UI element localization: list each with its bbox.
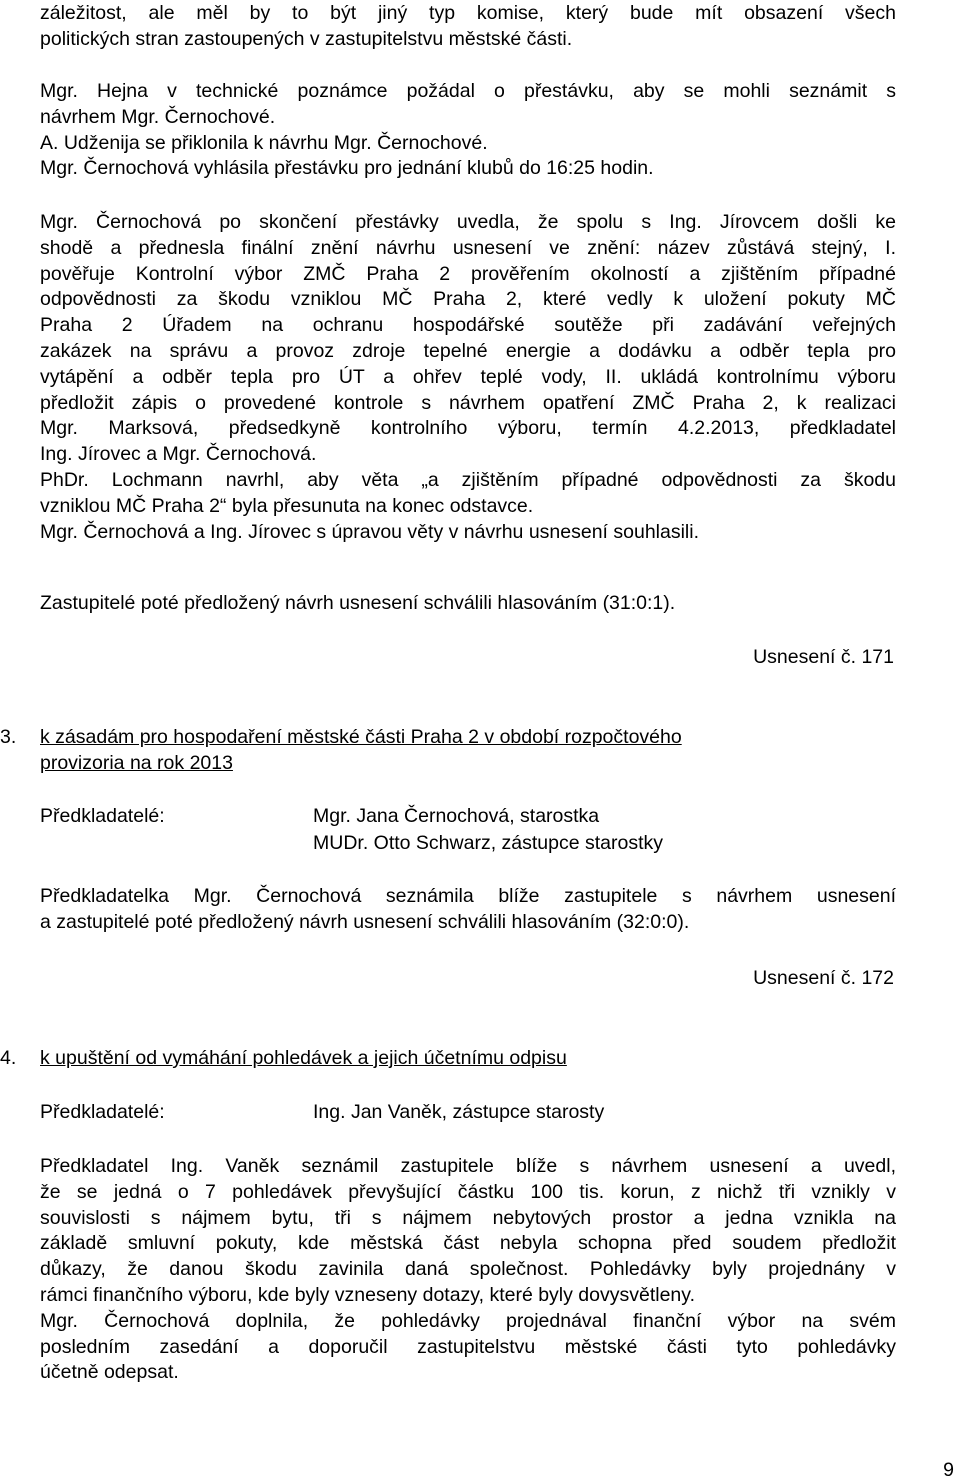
- paragraph-final-proposal: [40, 210, 896, 545]
- presenter-name: Ing. Jan Vaněk, zástupce starosty: [313, 1101, 605, 1123]
- text-line: odpovědnosti za škodu vzniklou MČ Praha 2, které vedly k uložení pokuty MČ: [40, 288, 896, 311]
- agenda-item-title: k zásadám pro hospodaření městské části Praha 2 v období rozpočtového: [40, 726, 682, 748]
- text-line: Předkladatel Ing. Vaněk seznámil zastupitele blíže s návrhem usnesení a uvedl,: [40, 1155, 896, 1177]
- text-line: důkazy, že danou škodu zavinila daná společnost. Pohledávky byly projednány v: [40, 1258, 896, 1281]
- text-line: předložit zápis o provedené kontrole s návrhem opatření ZMČ Praha 2, k realizaci: [40, 391, 896, 414]
- presenters-label: Předkladatelé:: [40, 1101, 165, 1123]
- presenter-name: Mgr. Jana Černochová, starostka: [313, 805, 600, 827]
- text-line: posledním zasedání a doporučil zastupitelstvu městské části tyto pohledávky: [40, 1335, 896, 1358]
- text-line: účetně odepsat.: [40, 1361, 179, 1384]
- text-line: Mgr. Černochová vyhlásila přestávku pro jednání klubů do 16:25 hodin.: [40, 157, 654, 180]
- text-line: A. Udženija se přiklonila k návrhu Mgr. Černochové.: [40, 131, 488, 154]
- text-line: Mgr. Marksová, předsedkyně kontrolního výboru, termín 4.2.2013, předkladatel: [40, 417, 896, 440]
- resolution-number: Usnesení č. 172: [753, 967, 894, 989]
- text-line: souvislosti s nájmem bytu, tři s nájmem nebytových prostor a jedna vznikla na: [40, 1206, 896, 1229]
- presenter-name: MUDr. Otto Schwarz, zástupce starostky: [313, 832, 664, 854]
- text-line: Praha 2 Úřadem na ochranu hospodářské soutěže při zadávání veřejných: [40, 314, 896, 337]
- text-line: zakázek na správu a provoz zdroje tepelné energie a dodávku a odběr tepla pro: [40, 339, 896, 362]
- resolution-number: Usnesení č. 171: [753, 646, 894, 668]
- text-line: Mgr. Hejna v technické poznámce požádal o přestávku, aby se mohli seznámit s: [40, 80, 896, 102]
- text-line: vzniklou MČ Praha 2“ byla přesunuta na konec odstavce.: [40, 494, 534, 517]
- presenters-label: Předkladatelé:: [40, 805, 165, 827]
- paragraph-commission: [40, 1, 896, 53]
- text-line: politických stran zastoupených v zastupitelstvu městské části.: [40, 27, 573, 50]
- text-line: že se jedná o 7 pohledávek převyšující částku 100 tis. korun, z nichž tři vznikly v: [40, 1180, 896, 1203]
- agenda-item-title: k upuštění od vymáhání pohledávek a jejich účetnímu odpisu: [40, 1047, 567, 1069]
- text-line: vytápění a odběr tepla pro ÚT a ohřev teplé vody, II. ukládá kontrolnímu výboru: [40, 365, 896, 388]
- text-line: záležitost, ale měl by to být jiný typ komise, který bude mít obsazení všech: [40, 2, 896, 24]
- text-line: a zastupitelé poté předložený návrh usnesení schválili hlasováním (32:0:0).: [40, 910, 690, 933]
- page-number: 9: [943, 1459, 954, 1481]
- text-line: rámci finančního výboru, kde byly vzneseny dotazy, které byly dovysvětleny.: [40, 1283, 696, 1306]
- agenda-item-number: 4.: [0, 1047, 17, 1069]
- text-line: pověřuje Kontrolní výbor ZMČ Praha 2 prověřením okolností a zjištěním případné: [40, 262, 896, 285]
- text-line: základě smluvní pokuty, kde městská část nebyla schopna před soudem předložit: [40, 1232, 896, 1255]
- text-line: shodě a přednesla finální znění návrhu usnesení ve znění: název zůstává stejný, I.: [40, 236, 896, 259]
- text-line: Předkladatelka Mgr. Černochová seznámila blíže zastupitele s návrhem usnesení: [40, 885, 896, 907]
- text-line: návrhem Mgr. Černochové.: [40, 105, 276, 128]
- text-line: Mgr. Černochová a Ing. Jírovec s úpravou věty v návrhu usnesení souhlasili.: [40, 520, 700, 543]
- paragraph-item4: [40, 1154, 896, 1386]
- text-line: PhDr. Lochmann navrhl, aby věta „a zjištěním případné odpovědnosti za škodu: [40, 468, 896, 491]
- agenda-item-title: provizoria na rok 2013: [40, 752, 233, 774]
- text-line: Mgr. Černochová doplnila, že pohledávky projednával finanční výbor na svém: [40, 1309, 896, 1332]
- text-line: Ing. Jírovec a Mgr. Černochová.: [40, 443, 317, 466]
- text-line: Mgr. Černochová po skončení přestávky uvedla, že spolu s Ing. Jírovcem došli ke: [40, 211, 896, 233]
- vote-result-text: Zastupitelé poté předložený návrh usnesení schválili hlasováním (31:0:1).: [40, 592, 676, 614]
- agenda-item-number: 3.: [0, 726, 17, 748]
- paragraph-break-request: [40, 79, 896, 182]
- paragraph-item3: [40, 884, 896, 936]
